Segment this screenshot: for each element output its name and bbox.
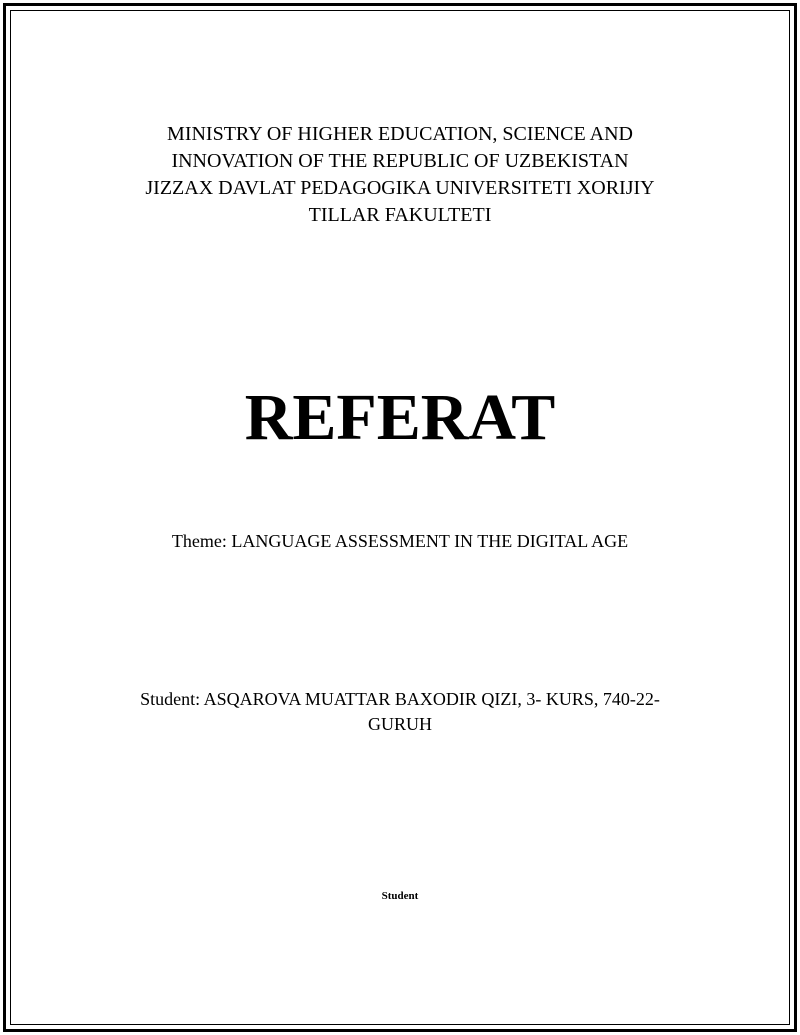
document-theme: Theme: LANGUAGE ASSESSMENT IN THE DIGITAL AGE [171, 531, 629, 551]
student-info-line-2: GURUH [367, 714, 432, 734]
institution-line-2: INNOVATION OF THE REPUBLIC OF UZBEKISTAN [171, 150, 629, 172]
document-title: REFERAT [244, 381, 556, 454]
student-info-line-1: Student: ASQAROVA MUATTAR BAXODIR QIZI, 3- KURS, 740-22- [140, 689, 660, 709]
institution-line-3: JIZZAX DAVLAT PEDAGOGIKA UNIVERSITETI XORIJIY [145, 177, 655, 199]
institution-line-4: TILLAR FAKULTETI [308, 204, 492, 226]
institution-header [0, 121, 800, 229]
institution-line-1: MINISTRY OF HIGHER EDUCATION, SCIENCE AND [167, 123, 633, 145]
footer-student-label: Student [381, 890, 419, 902]
student-info [0, 687, 800, 737]
